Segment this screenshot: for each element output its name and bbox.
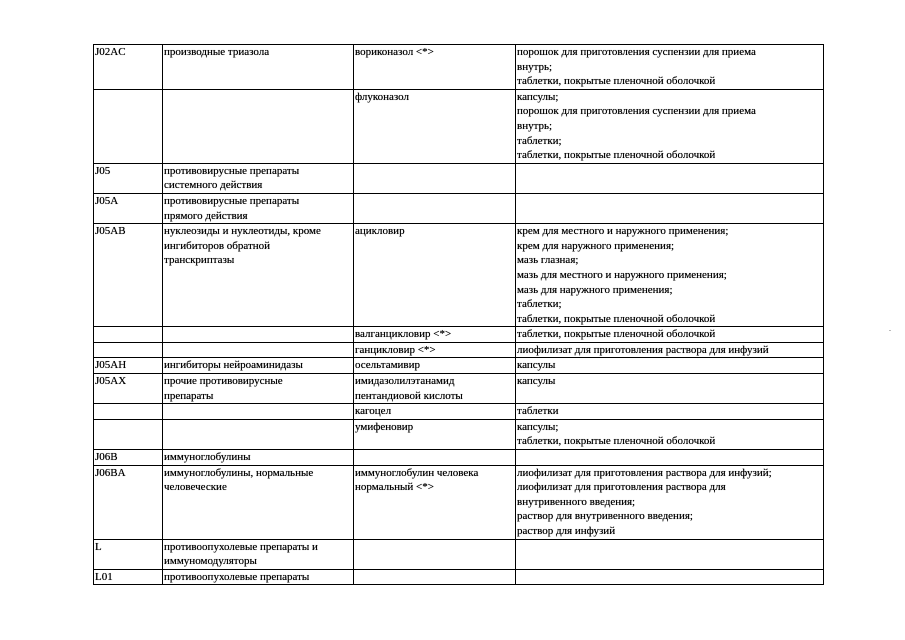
cell-line: мазь глазная; [517,254,579,267]
cell-line: мазь для местного и наружного применения; [517,268,727,281]
dosage-forms-cell [516,45,824,90]
drug-list-table [93,44,824,585]
table-row [94,450,824,466]
cell-line: таблетки, покрытые пленочной оболочкой [517,75,716,88]
drug-name-cell [354,193,516,223]
cell-line: противовирусные препараты [164,164,300,177]
dosage-forms-cell [516,404,824,420]
drug-name-cell [354,342,516,358]
drug-name-cell [354,450,516,466]
cell-line: прочие противовирусные [164,375,283,388]
dosage-forms-cell [516,374,824,404]
cell-line: ингибиторы нейроаминидазы [164,359,303,372]
cell-line: таблетки, покрытые пленочной оболочкой [517,435,716,448]
group-name-cell [163,224,354,327]
cell-line: L01 [95,570,113,583]
drug-name-cell [354,374,516,404]
cell-line: J05A [95,194,119,207]
dosage-forms-cell [516,163,824,193]
cell-line: J02AC [95,46,126,58]
group-name-cell [163,374,354,404]
cell-line: ганцикловир <*> [355,343,436,356]
cell-line: капсулы [517,375,556,388]
atc-code-cell [94,358,163,374]
cell-line: J06B [95,451,118,464]
dosage-forms-cell [516,358,824,374]
table-row [94,89,824,163]
atc-code-cell [94,89,163,163]
cell-line: таблетки, покрытые пленочной оболочкой [517,312,716,325]
dosage-forms-cell [516,419,824,449]
drug-name-cell [354,419,516,449]
cell-line: кагоцел [355,405,392,418]
atc-code-cell [94,569,163,585]
table-row [94,404,824,420]
cell-line: мазь для наружного применения; [517,283,673,296]
cell-line: системного действия [164,179,263,192]
dosage-forms-cell [516,342,824,358]
cell-line: крем для местного и наружного применения; [517,225,729,238]
cell-line: иммуноглобулины [164,451,251,464]
cell-line: таблетки, покрытые пленочной оболочкой [517,328,716,341]
table-row [94,45,824,90]
cell-line: J05 [95,164,111,177]
cell-line: препараты [164,389,214,402]
cell-line: производные триазола [164,46,270,58]
cell-line: противоопухолевые препараты и [164,540,318,553]
drug-name-cell [354,539,516,569]
cell-line: имидазолилэтанамид [355,375,455,388]
atc-code-cell [94,163,163,193]
atc-code-cell [94,193,163,223]
atc-code-cell [94,450,163,466]
cell-line: иммуноглобулины, нормальные [164,466,314,479]
dosage-forms-cell [516,539,824,569]
cell-line: J05AH [95,359,127,372]
cell-line: внутривенного введения; [517,495,636,508]
cell-line: таблетки [517,405,559,418]
drug-name-cell [354,89,516,163]
cell-line: прямого действия [164,209,248,222]
margin-mark [889,330,891,331]
cell-line: раствор для инфузий [517,525,616,537]
table-row [94,224,824,327]
cell-line: таблетки, покрытые пленочной оболочкой [517,149,716,162]
cell-line: нормальный <*> [355,481,434,494]
dosage-forms-cell [516,327,824,343]
cell-line: противоопухолевые препараты [164,570,310,583]
cell-line: транскриптазы [164,254,235,267]
atc-code-cell [94,374,163,404]
atc-code-cell [94,465,163,539]
group-name-cell [163,193,354,223]
cell-line: нуклеозиды и нуклеотиды, кроме [164,225,321,238]
table-row [94,465,824,539]
table-body [94,45,824,585]
cell-line: L [95,540,102,553]
dosage-forms-cell [516,89,824,163]
group-name-cell [163,342,354,358]
cell-line: иммуномодуляторы [164,555,257,568]
group-name-cell [163,450,354,466]
cell-line: ацикловир [355,225,405,238]
cell-line: лиофилизат для приготовления раствора для инфузий [517,343,769,356]
drug-name-cell [354,327,516,343]
table-row [94,569,824,585]
table-row [94,342,824,358]
dosage-forms-cell [516,450,824,466]
table-row [94,419,824,449]
atc-code-cell [94,224,163,327]
cell-line: порошок для приготовления суспензии для приема [517,46,756,58]
table-row [94,374,824,404]
cell-line: таблетки; [517,134,562,147]
cell-line: раствор для внутривенного введения; [517,510,693,523]
dosage-forms-cell [516,569,824,585]
drug-name-cell [354,404,516,420]
cell-line: противовирусные препараты [164,194,300,207]
atc-code-cell [94,327,163,343]
group-name-cell [163,419,354,449]
group-name-cell [163,539,354,569]
cell-line: вориконазол <*> [355,46,434,58]
drug-name-cell [354,358,516,374]
cell-line: человеческие [164,481,227,494]
cell-line: осельтамивир [355,359,421,372]
table-row [94,358,824,374]
dosage-forms-cell [516,193,824,223]
group-name-cell [163,45,354,90]
cell-line: внутрь; [517,119,553,132]
cell-line: валганцикловир <*> [355,328,452,341]
drug-name-cell [354,224,516,327]
cell-line: J05AB [95,225,126,238]
drug-name-cell [354,465,516,539]
cell-line: J06BA [95,466,126,479]
table-row [94,193,824,223]
drug-name-cell [354,569,516,585]
cell-line: внутрь; [517,60,553,73]
drug-name-cell [354,45,516,90]
atc-code-cell [94,419,163,449]
group-name-cell [163,358,354,374]
group-name-cell [163,163,354,193]
cell-line: капсулы [517,359,556,372]
cell-line: J05AX [95,375,127,388]
cell-line: пентандиовой кислоты [355,389,463,402]
atc-code-cell [94,404,163,420]
cell-line: ингибиторов обратной [164,239,271,252]
group-name-cell [163,89,354,163]
cell-line: капсулы; [517,420,559,433]
cell-line: лиофилизат для приготовления раствора для инфузий; [517,466,772,479]
group-name-cell [163,465,354,539]
atc-code-cell [94,342,163,358]
cell-line: порошок для приготовления суспензии для приема [517,105,756,118]
cell-line: крем для наружного применения; [517,239,675,252]
cell-line: умифеновир [355,420,414,433]
group-name-cell [163,404,354,420]
table-row [94,539,824,569]
cell-line: флуконазол [355,90,410,103]
cell-line: иммуноглобулин человека [355,466,479,479]
dosage-forms-cell [516,224,824,327]
table-row [94,327,824,343]
atc-code-cell [94,539,163,569]
cell-line: таблетки; [517,298,562,311]
atc-code-cell [94,45,163,90]
group-name-cell [163,569,354,585]
drug-name-cell [354,163,516,193]
cell-line: лиофилизат для приготовления раствора для [517,481,726,494]
group-name-cell [163,327,354,343]
table-row [94,163,824,193]
dosage-forms-cell [516,465,824,539]
cell-line: капсулы; [517,90,559,103]
